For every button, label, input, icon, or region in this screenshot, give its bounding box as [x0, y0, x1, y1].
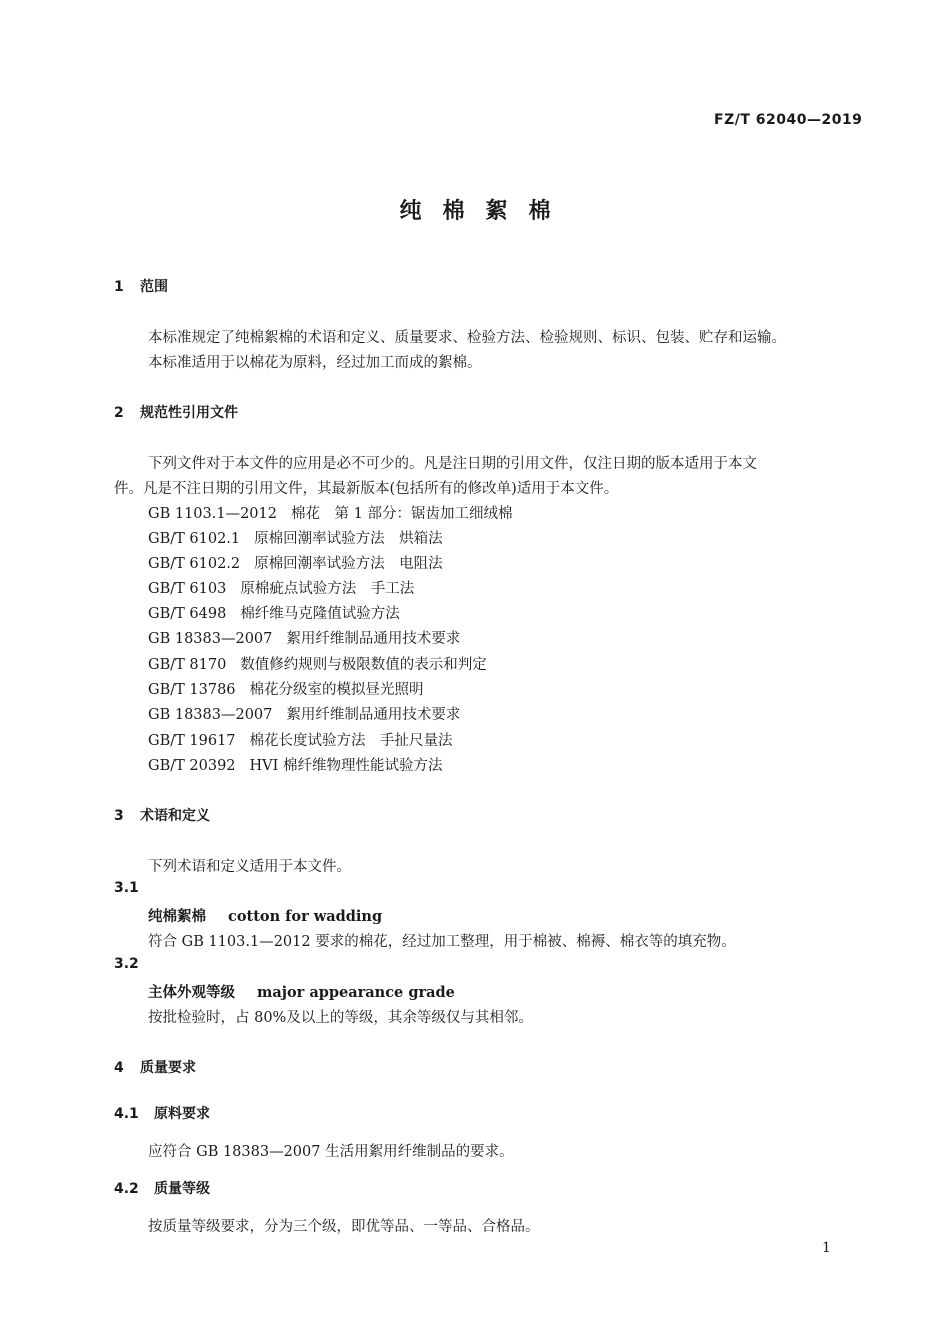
section-2-paragraph-line-2: 件。凡是不注日期的引用文件，其最新版本(包括所有的修改单)适用于本文件。 — [114, 481, 619, 497]
subsection-title: 原料要求 — [154, 1106, 210, 1122]
page-number: 1 — [822, 1240, 831, 1256]
term-definition: 符合 GB 1103.1—2012 要求的棉花，经过加工整理，用于棉被、棉褥、棉衣等的填充物。 — [148, 934, 736, 950]
reference-item — [148, 627, 460, 648]
section-4-heading — [114, 1057, 196, 1077]
reference-code: GB/T 13786 — [148, 682, 236, 698]
term-heading — [148, 981, 455, 1002]
section-1-paragraph-2: 本标准适用于以棉花为原料，经过加工而成的絮棉。 — [148, 355, 482, 371]
reference-code: GB/T 20392 — [148, 758, 236, 774]
reference-title: 数值修约规则与极限数值的表示和判定 — [240, 657, 487, 673]
standard-code: FZ/T 62040—2019 — [714, 112, 863, 128]
term-heading — [148, 905, 382, 926]
subsection-4-1-heading — [114, 1103, 210, 1123]
reference-code: GB 1103.1—2012 — [148, 506, 277, 522]
section-3-heading — [114, 805, 210, 825]
reference-code: GB 18383—2007 — [148, 631, 273, 647]
section-1-heading — [114, 276, 168, 296]
reference-title: 原棉疵点试验方法 手工法 — [240, 581, 415, 597]
section-title: 范围 — [140, 279, 168, 295]
section-3-intro: 下列术语和定义适用于本文件。 — [148, 859, 351, 875]
section-title: 质量要求 — [140, 1060, 196, 1076]
section-1-paragraph-1: 本标准规定了纯棉絮棉的术语和定义、质量要求、检验方法、检验规则、标识、包装、贮存和运输。 — [148, 330, 786, 346]
reference-item — [148, 703, 460, 724]
section-number: 1 — [114, 279, 124, 295]
term-chinese: 纯棉絮棉 — [148, 908, 206, 925]
subsection-4-1-text: 应符合 GB 18383—2007 生活用絮用纤维制品的要求。 — [148, 1144, 514, 1160]
term-definition: 按批检验时，占 80%及以上的等级，其余等级仅与其相邻。 — [148, 1010, 533, 1026]
reference-item — [148, 602, 400, 623]
reference-code: GB/T 19617 — [148, 733, 236, 749]
reference-code: GB/T 6102.1 — [148, 531, 241, 547]
reference-code: GB/T 8170 — [148, 657, 227, 673]
section-number: 2 — [114, 405, 124, 421]
term-number: 3.1 — [114, 880, 139, 896]
reference-code: GB/T 6102.2 — [148, 556, 241, 572]
reference-title: 絮用纤维制品通用技术要求 — [286, 707, 461, 723]
term-number: 3.2 — [114, 956, 139, 972]
reference-title: 棉花长度试验方法 手扯尺量法 — [249, 733, 453, 749]
document-title: 纯棉絮棉 — [399, 199, 572, 224]
term-english: major appearance grade — [257, 984, 455, 1001]
reference-code: GB/T 6103 — [148, 581, 227, 597]
reference-title: 棉纤维马克隆值试验方法 — [240, 606, 400, 622]
reference-item — [148, 527, 443, 548]
reference-item — [148, 653, 487, 674]
reference-title: 絮用纤维制品通用技术要求 — [286, 631, 461, 647]
section-2-paragraph-line-1: 下列文件对于本文件的应用是必不可少的。凡是注日期的引用文件，仅注日期的版本适用于本文 — [148, 456, 757, 472]
term-chinese: 主体外观等级 — [148, 984, 235, 1001]
reference-title: 棉花 第 1 部分：锯齿加工细绒棉 — [291, 506, 513, 522]
reference-item — [148, 678, 424, 699]
section-2-heading — [114, 402, 238, 422]
reference-item — [148, 754, 442, 775]
subsection-title: 质量等级 — [154, 1181, 210, 1197]
section-title: 规范性引用文件 — [140, 405, 238, 421]
reference-item — [148, 502, 512, 523]
reference-title: 棉花分级室的模拟昼光照明 — [249, 682, 424, 698]
subsection-number: 4.1 — [114, 1106, 139, 1122]
reference-title: 原棉回潮率试验方法 电阻法 — [254, 556, 443, 572]
section-title: 术语和定义 — [140, 808, 210, 824]
subsection-4-2-heading — [114, 1178, 210, 1198]
reference-code: GB/T 6498 — [148, 606, 227, 622]
reference-item — [148, 577, 414, 598]
reference-title: 原棉回潮率试验方法 烘箱法 — [254, 531, 443, 547]
reference-title: HVI 棉纤维物理性能试验方法 — [249, 758, 443, 774]
term-english: cotton for wadding — [228, 908, 383, 925]
subsection-4-2-text: 按质量等级要求，分为三个级，即优等品、一等品、合格品。 — [148, 1219, 540, 1235]
subsection-number: 4.2 — [114, 1181, 139, 1197]
reference-item — [148, 729, 453, 750]
section-number: 3 — [114, 808, 124, 824]
section-number: 4 — [114, 1060, 124, 1076]
reference-item — [148, 552, 443, 573]
reference-code: GB 18383—2007 — [148, 707, 273, 723]
